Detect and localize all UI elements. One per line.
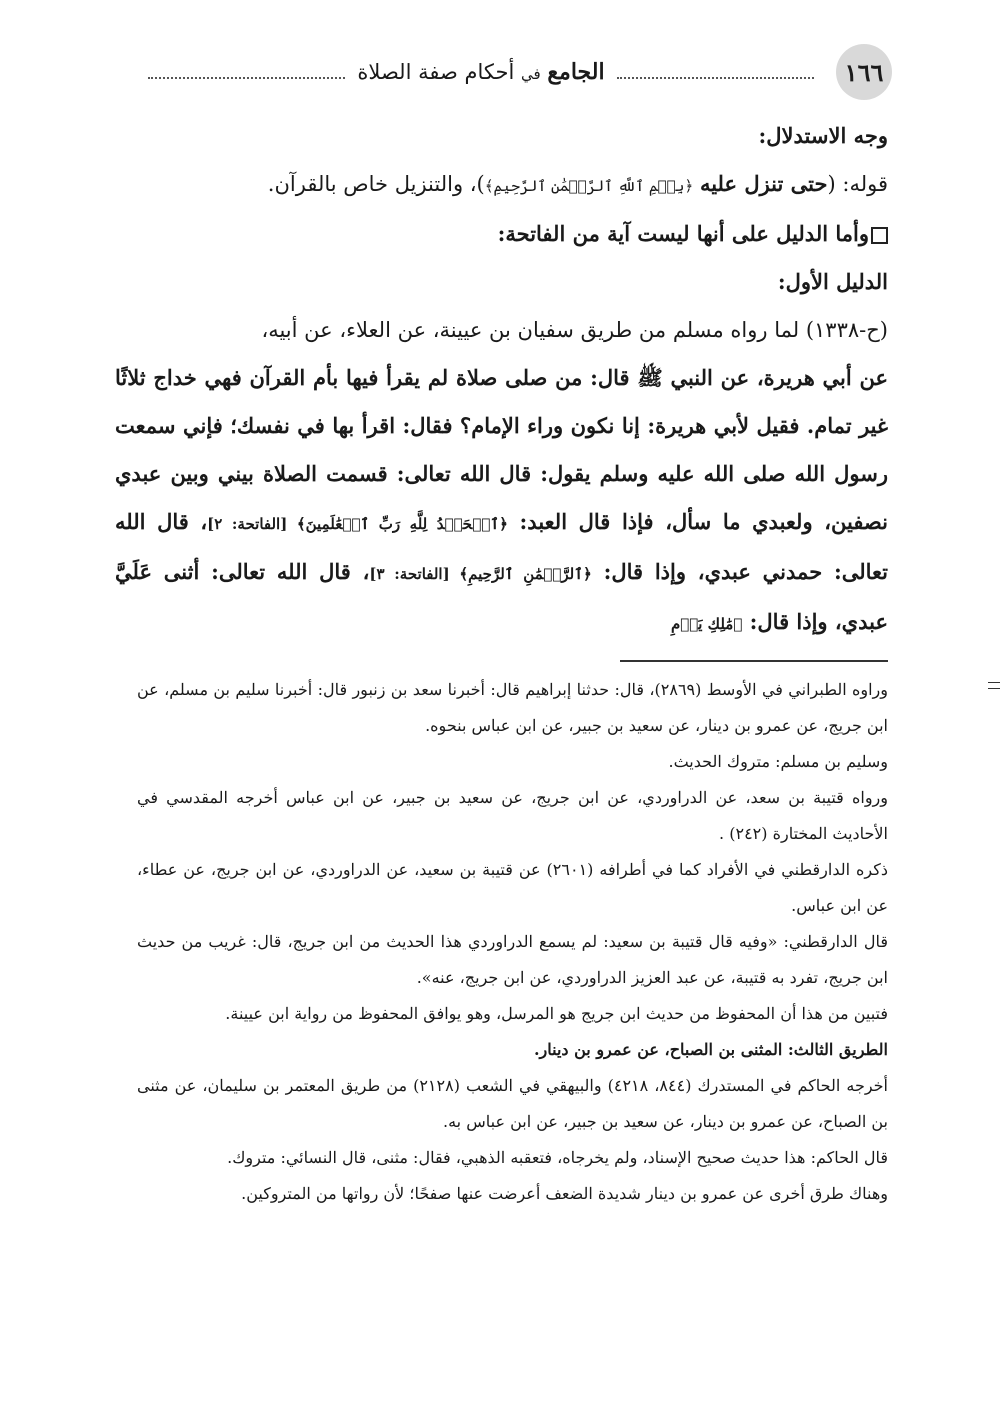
main-text bbox=[115, 112, 888, 648]
footnote-paragraph: وسليم بن مسلم: متروك الحديث. bbox=[668, 752, 888, 771]
paragraph-qawluhu: قوله: (حتى تنزل عليه ﴿بِسۡمِ ٱللَّهِ ٱلرَّحۡمَٰنِ ٱلرَّحِيمِ﴾)، والتنزيل خاص بالقرآن. bbox=[267, 171, 888, 196]
heading-wajh: وجه الاستدلال: bbox=[758, 123, 888, 148]
footnote-paragraph: فتبين من هذا أن المحفوظ من حديث ابن جريج هو المرسل، وهو يوافق المحفوظ من رواية ابن عيينة. bbox=[225, 1004, 888, 1023]
book-title bbox=[353, 59, 608, 85]
ayah-1: ﴿ٱلۡحَمۡدُ لِلَّهِ رَبِّ ٱلۡعَٰلَمِينَ﴾ [الفاتحة: ٢] bbox=[207, 515, 508, 533]
continuation-marker-icon bbox=[988, 682, 1000, 694]
footnote-paragraph: وراوه الطبراني في الأوسط (٢٨٦٩)، قال: حدثنا إبراهيم قال: أخبرنا سعد بن زنبور قال: أخبرنا سليم بن مسلم، عن ابن جريج، عن عمرو بن دينار، عن سعيد بن جبير، عن ابن عباس بنحوه. bbox=[137, 680, 889, 735]
footnote-paragraph: أخرجه الحاكم في المستدرك (٨٤٤، ٤٢١٨) والبيهقي في الشعب (٢١٢٨) من طريق المعتمر بن سليمان، عن مثنى بن الصباح، عن عمرو بن دينار، عن سعيد بن جبير، عن ابن عباس به. bbox=[137, 1076, 888, 1131]
heading-dalil: وأما الدليل على أنها ليست آية من الفاتحة: bbox=[115, 210, 888, 258]
footnote-paragraph: ذكره الدارقطني في الأفراد كما في أطرافه (٢٦٠١) عن قتيبة بن سعيد، عن الدراوردي، عن ابن جريج، عن عطاء، عن ابن عباس. bbox=[137, 860, 888, 915]
header-dots-left bbox=[148, 77, 345, 79]
running-header bbox=[140, 52, 822, 92]
basmala: ﴿بِسۡمِ ٱللَّهِ ٱلرَّحۡمَٰنِ ٱلرَّحِيمِ﴾ bbox=[484, 177, 694, 195]
heading-first-evidence: الدليل الأول: bbox=[777, 269, 888, 294]
hadith-intro: (ح-١٣٣٨) لما رواه مسلم من طريق سفيان بن عيينة، عن العلاء، عن أبيه، bbox=[261, 318, 888, 342]
footnote-paragraph: قال الدارقطني: «وفيه قال قتيبة بن سعيد: لم يسمع الدراوردي هذا الحديث من ابن جريج، قال: غريب من حديث ابن جريج، تفرد به قتيبة، عن عبد العزيز الدراوردي، عن ابن جريج، عنه». bbox=[137, 932, 888, 987]
book-title-rest: أحكام صفة الصلاة bbox=[357, 60, 515, 84]
footnotes bbox=[137, 672, 888, 1212]
checkbox-square-icon bbox=[871, 227, 888, 244]
book-title-fi: في bbox=[520, 65, 541, 83]
footnote-paragraph: قال الحاكم: هذا حديث صحيح الإسناد، ولم يخرجاه، فتعقبه الذهبي، فقال: مثنى، قال النسائي: متروك. bbox=[227, 1148, 888, 1167]
hadith-text: عن أبي هريرة، عن النبي ﷺ قال: من صلى صلاة لم يقرأ فيها بأم القرآن فهي خداج ثلاثًا غير تمام. فقيل لأبي هريرة: إنا نكون وراء الإمام؟ فقال: اقرأ بها في نفسك؛ فإني سمعت رسول الله صلى الله عليه وسلم يقول: قال الله تعالى: قسمت الصلاة بيني وبين عبدي نصفين، ولعبدي ما سأل، فإذا قال العبد: ﴿ٱلۡحَمۡدُ لِلَّهِ رَبِّ ٱلۡعَٰلَمِينَ﴾ [الفاتحة: ٢]، قال الله تعالى: حمدني عبدي، وإذا قال: ﴿ٱلرَّحۡمَٰنِ ٱلرَّحِيمِ﴾ [الفاتحة: ٣]، قال الله تعالى: أثنى عَلَيَّ عبدي، وإذا قال: ﴿مَٰلِكِ يَوۡمِ bbox=[115, 365, 888, 634]
footnote-divider bbox=[620, 660, 888, 662]
header-dots-right bbox=[617, 77, 814, 79]
ayah-3: ﴿مَٰلِكِ يَوۡمِ bbox=[671, 615, 743, 633]
footnote-subheading: الطريق الثالث: المثنى بن الصباح، عن عمرو بن دينار. bbox=[533, 1040, 888, 1059]
ayah-2: ﴿ٱلرَّحۡمَٰنِ ٱلرَّحِيمِ﴾ [الفاتحة: ٣] bbox=[369, 565, 592, 583]
footnote-paragraph: وهناك طرق أخرى عن عمرو بن دينار شديدة الضعف أعرضت عنها صفحًا؛ لأن رواتها من المتروكين. bbox=[241, 1184, 888, 1203]
book-title-main: الجامع bbox=[547, 59, 605, 85]
page-number: ١٦٦ bbox=[836, 44, 892, 100]
footnote-paragraph: ورواه قتيبة بن سعد، عن الدراوردي، عن ابن جريج، عن سعيد بن جبير، عن ابن عباس أخرجه المقدسي في الأحاديث المختارة (٢٤٢) . bbox=[137, 788, 888, 843]
